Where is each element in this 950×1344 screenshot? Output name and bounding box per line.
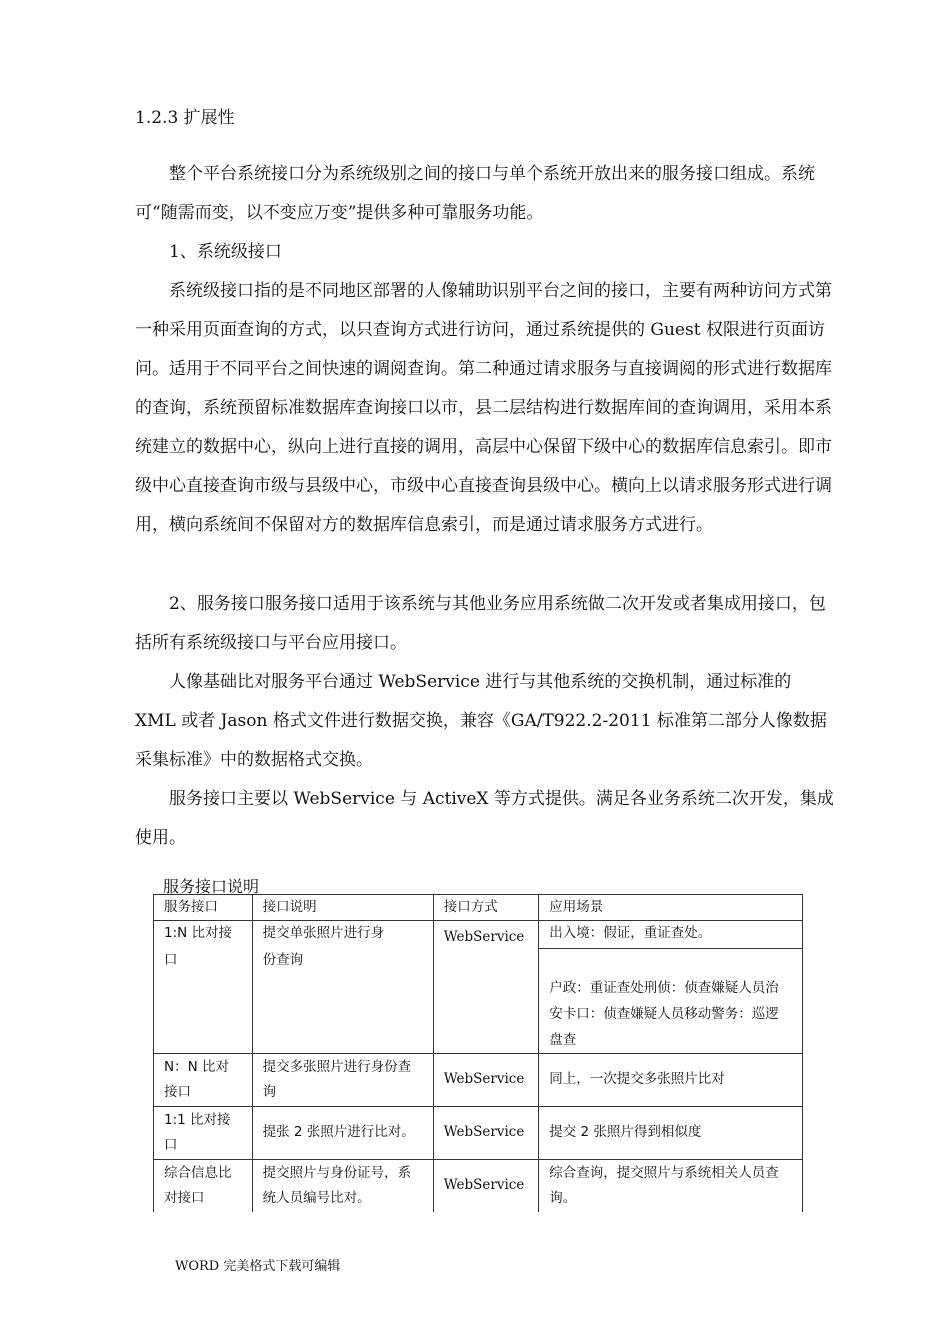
paragraph-text: 人像基础比对服务平台通过 WebService 进行与其他系统的交换机制，通过标准的 XML 或者 Jason 格式文件进行数据交换，兼容《GA/T922.2-2011 标准第二部分人像数据采集标准》中的数据格式交换。 [135, 672, 827, 770]
header-cell: 服务接口 [154, 895, 253, 921]
table-cell: WebService [433, 1106, 538, 1159]
table-cell: 口 [154, 948, 253, 1053]
table-cell: 同上，一次提交多张照片比对 [539, 1053, 803, 1106]
table-cell: 提张 2 张照片进行比对。 [252, 1106, 433, 1159]
table-cell: WebService [433, 1053, 538, 1106]
section-heading: 1.2.3 扩展性 [135, 108, 235, 128]
paragraph-text: 1、系统级接口 [169, 242, 282, 262]
paragraph-service-interface [135, 585, 835, 663]
table-cell: N：N 比对接口 [154, 1053, 253, 1106]
paragraph-text: 服务接口主要以 WebService 与 ActiveX 等方式提供。满足各业务系统二次开发，集成使用。 [135, 789, 834, 848]
table-row [154, 1106, 803, 1159]
service-interface-table [153, 894, 803, 1212]
paragraph-system-interface-detail [135, 272, 835, 545]
table-cell: 提交多张照片进行身份查询 [252, 1053, 433, 1106]
header-cell: 接口说明 [252, 895, 433, 921]
table-cell: 综合信息比对接口 [154, 1159, 253, 1212]
paragraph-text: 整个平台系统接口分为系统级别之间的接口与单个系统开放出来的服务接口组成。系统可“随需而变，以不变应万变”提供多种可靠服务功能。 [135, 164, 815, 223]
paragraph-webservice-exchange [135, 663, 835, 780]
page-footer: WORD 完美格式下载可编辑 [175, 1259, 341, 1274]
table-cell: 综合查询，提交照片与系统相关人员查询。 [539, 1159, 803, 1212]
table-cell: 1:N 比对接 [154, 921, 253, 949]
header-cell: 应用场景 [539, 895, 803, 921]
table-row [154, 1053, 803, 1106]
paragraph-service-provision [135, 780, 835, 858]
table-cell: 提交照片与身份证号，系统人员编号比对。 [252, 1159, 433, 1212]
table-row [154, 921, 803, 949]
header-cell: 接口方式 [433, 895, 538, 921]
table-cell: 户政：重证查处刑侦：侦查嫌疑人员治安卡口：侦查嫌疑人员移动警务：巡逻盘查 [539, 948, 803, 1053]
paragraph-system-interface-title [135, 233, 835, 272]
paragraph-interface-overview [135, 155, 835, 233]
paragraph-text: 系统级接口指的是不同地区部署的人像辅助识别平台之间的接口，主要有两种访问方式第一种采用页面查询的方式，以只查询方式进行访问，通过系统提供的 Guest 权限进行页面访问。适用于不同平台之间快速的调阅查询。第二种通过请求服务与直接调阅的形式进行数据库的查询，系统预留标准数据库查询接口以市，县二层结构进行数据库间的查询调用，采用本系统建立的数据中心，纵向上进行直接的调用，高层中心保留下级中心的数据库信息索引。即市级中心直接查询市级与县级中心，市级中心直接查询县级中心。横向上以请求服务形式进行调用，横向系统间不保留对方的数据库信息索引，而是通过请求服务方式进行。 [135, 281, 832, 535]
table-cell: 份查询 [252, 948, 433, 1053]
table-header-row [154, 895, 803, 921]
table-cell: 1:1 比对接口 [154, 1106, 253, 1159]
table-cell: 提交 2 张照片得到相似度 [539, 1106, 803, 1159]
paragraph-text: 2、服务接口服务接口适用于该系统与其他业务应用系统做二次开发或者集成用接口，包括所有系统级接口与平台应用接口。 [135, 594, 826, 653]
table-cell: 提交单张照片进行身 [252, 921, 433, 949]
table-cell: WebService [433, 921, 538, 1054]
table-cell: WebService [433, 1159, 538, 1212]
table-title: 服务接口说明 [163, 877, 260, 896]
table-row [154, 1159, 803, 1212]
table-cell: 出入境：假证，重证查处。 [539, 921, 803, 949]
